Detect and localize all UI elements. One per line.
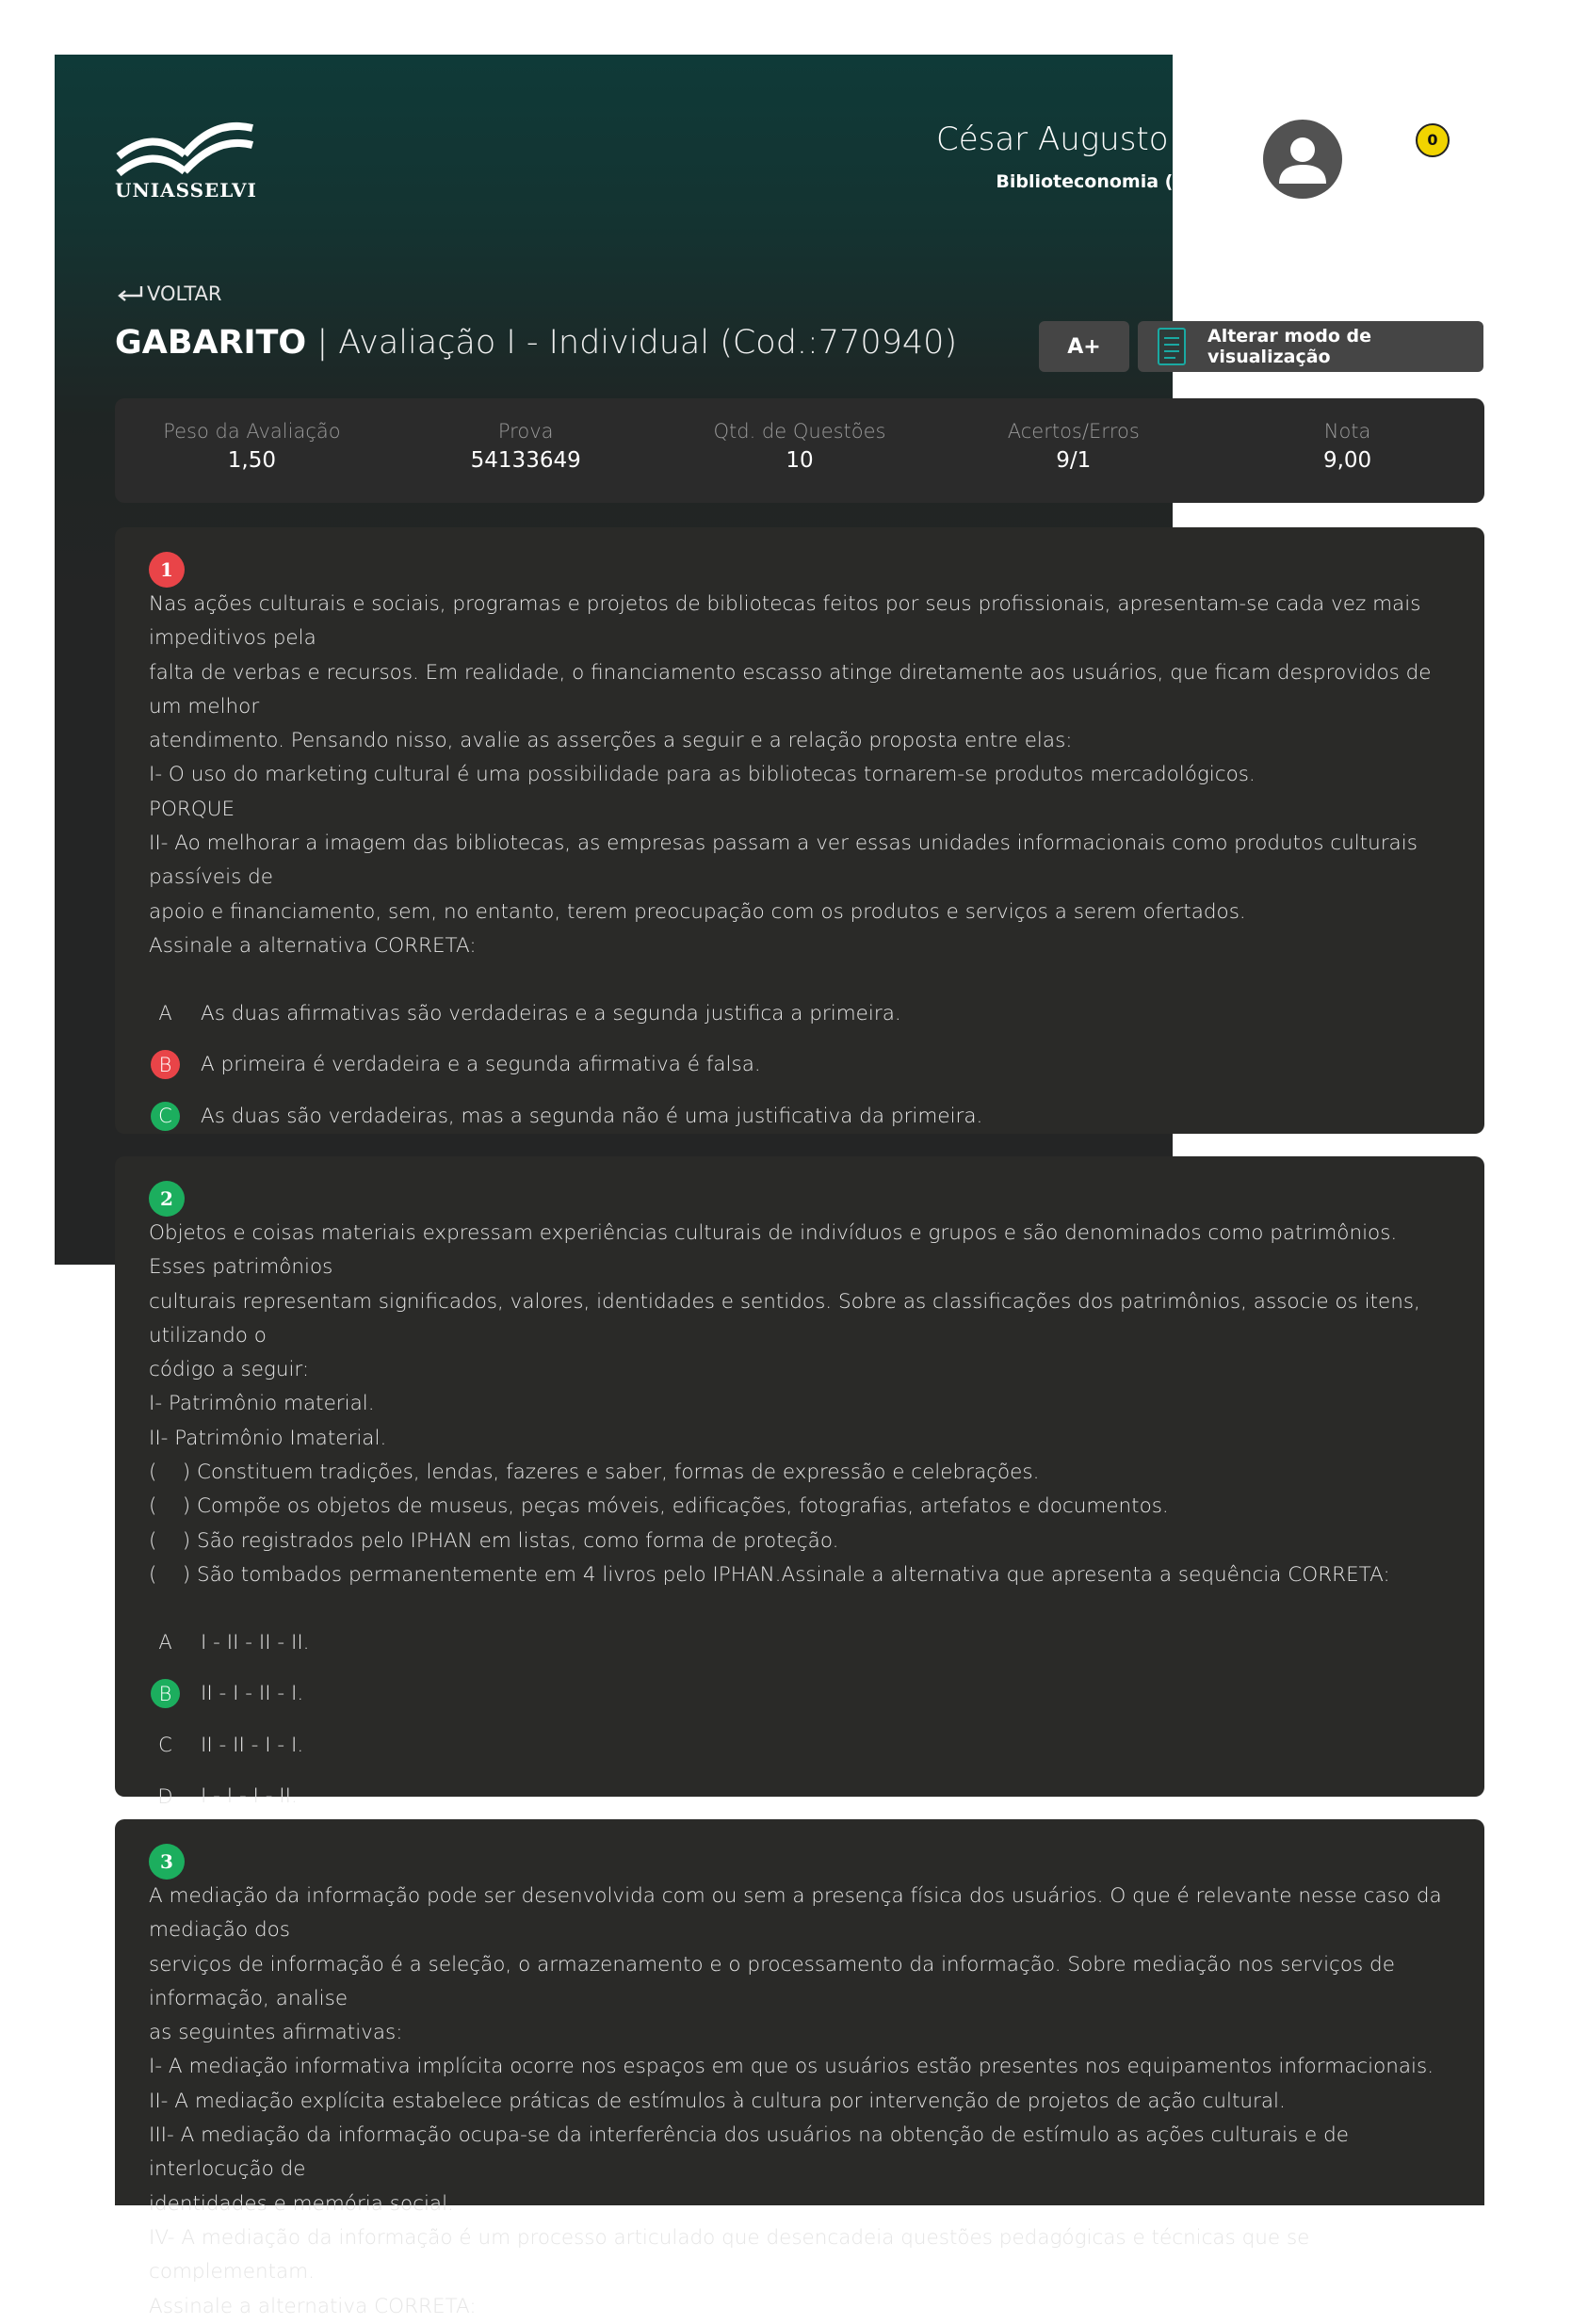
- return-arrow-icon: [115, 283, 143, 304]
- summary-value: 9,00: [1322, 448, 1372, 473]
- question-line: PORQUE: [149, 797, 235, 821]
- view-mode-label: Alterar modo de visualização: [1207, 326, 1371, 367]
- alternative-text: As duas afirmativas são verdadeiras e a segunda justifica a primeira.: [201, 1001, 901, 1025]
- question-card-1: [115, 527, 1484, 1134]
- question-line: IV- A mediação da informação é um processo articulado que desencadeia questões pedagógicas e técnicas que se complementam.: [149, 2225, 1310, 2284]
- user-icon: [1263, 120, 1342, 199]
- question-line: II- Patrimônio Imaterial.: [149, 1426, 387, 1450]
- alternative-letter: A: [158, 1002, 172, 1025]
- alternative-letter-correct: B: [151, 1679, 180, 1708]
- summary-value: 1,50: [227, 448, 276, 473]
- title-exam: | Avaliação I - Individual (Cod.:770940): [306, 324, 958, 362]
- increase-font-button[interactable]: A+: [1039, 321, 1129, 372]
- alternative-letter-correct: C: [151, 1102, 180, 1131]
- alternative-text: A primeira é verdadeira e a segunda afirmativa é falsa.: [201, 1053, 761, 1077]
- summary-value: 10: [786, 448, 814, 473]
- summary-label: Prova: [497, 420, 554, 443]
- summary-label: Qtd. de Questões: [713, 420, 886, 443]
- question-line: ( ) São tombados permanentemente em 4 livros pelo IPHAN.Assinale a alternativa que apresenta a sequência CORRETA:: [149, 1562, 1390, 1587]
- title-gabarito: GABARITO: [115, 324, 307, 362]
- avatar[interactable]: [1263, 120, 1342, 199]
- notification-badge[interactable]: 0: [1416, 123, 1450, 157]
- question-text: [149, 1217, 1450, 1592]
- question-line: apoio e financiamento, sem, no entanto, terem preocupação com os produtos e serviços a serem ofertados.: [149, 899, 1246, 924]
- alternative-text: I - II - II - II.: [201, 1630, 310, 1654]
- alternatives-list: [149, 1617, 1450, 1822]
- back-link[interactable]: [115, 282, 222, 305]
- summary-exam: [389, 398, 663, 503]
- alternative-d[interactable]: [149, 1770, 1450, 1821]
- alternative-letter: C: [158, 1734, 172, 1757]
- question-line: ( ) Compõe os objetos de museus, peças móveis, edificações, fotografias, artefatos e documentos.: [149, 1494, 1169, 1519]
- alternative-c[interactable]: [149, 1719, 1450, 1770]
- logo-text: UNIASSELVI: [115, 179, 257, 202]
- question-line: ( ) Constituem tradições, lendas, fazeres e saber, formas de expressão e celebrações.: [149, 1461, 1040, 1485]
- alternative-b[interactable]: [149, 1669, 1450, 1719]
- question-line: Assinale a alternativa CORRETA:: [149, 2294, 477, 2318]
- alternative-text: As duas são verdadeiras, mas a segunda não é uma justificativa da primeira.: [201, 1104, 983, 1128]
- alternative-text: I - I - I - II.: [201, 1784, 298, 1809]
- summary-value: 54133649: [470, 448, 581, 473]
- summary-label: Peso da Avaliação: [163, 420, 341, 443]
- question-line: as seguintes afirmativas:: [149, 2021, 403, 2045]
- alternative-letter: D: [157, 1784, 173, 1808]
- question-line: I- A mediação informativa implícita ocorre nos espaços em que os usuários estão presentes nos equipamentos informacionais.: [149, 2055, 1434, 2079]
- question-line: ( ) São registrados pelo IPHAN em listas, como forma de proteção.: [149, 1528, 839, 1553]
- question-number-wrong: 1: [149, 552, 185, 588]
- question-line: A mediação da informação pode ser desenvolvida com ou sem a presença física dos usuários. O que é relevante nesse caso da mediação dos: [149, 1884, 1442, 1943]
- question-line: Objetos e coisas materiais expressam experiências culturais de indivíduos e grupos e são denominados como patrimônios. Esses patrimônios: [149, 1221, 1398, 1280]
- summary-weight: [115, 398, 389, 503]
- question-line: I- Patrimônio material.: [149, 1392, 375, 1416]
- view-mode-button[interactable]: [1138, 321, 1483, 372]
- question-line: I- O uso do marketing cultural é uma possibilidade para as bibliotecas tornarem-se produtos mercadológicos.: [149, 763, 1256, 787]
- alternative-letter: A: [158, 1631, 172, 1654]
- summary-label: Acertos/Erros: [1007, 420, 1140, 443]
- back-label: VOLTAR: [147, 282, 222, 305]
- question-card-2: [115, 1156, 1484, 1809]
- user-info: [829, 113, 1210, 207]
- summary-label: Nota: [1323, 420, 1371, 443]
- page-title: [115, 324, 957, 362]
- summary-value: 9/1: [1056, 448, 1092, 473]
- question-card-3: [115, 1819, 1484, 2318]
- alternative-a[interactable]: [149, 988, 1450, 1039]
- question-line: II- A mediação explícita estabelece práticas de estímulos à cultura por intervenção de projetos de ação cultural.: [149, 2089, 1286, 2113]
- exam-summary: [115, 398, 1484, 503]
- question-line: II- Ao melhorar a imagem das bibliotecas, as empresas passam a ver essas unidades informacionais como produtos culturais passíveis de: [149, 831, 1418, 890]
- alternative-text: II - I - II - I.: [201, 1682, 304, 1706]
- summary-grade: [1210, 398, 1484, 503]
- alternative-a[interactable]: [149, 1617, 1450, 1668]
- question-line: serviços de informação é a seleção, o armazenamento e o processamento da informação. Sobre mediação nos serviços de informação, analise: [149, 1952, 1395, 2010]
- question-text: [149, 1880, 1450, 2324]
- question-line: Assinale a alternativa CORRETA:: [149, 933, 477, 958]
- question-line: atendimento. Pensando nisso, avalie as asserções a seguir e a relação proposta entre elas:: [149, 729, 1073, 753]
- question-number-correct: 3: [149, 1844, 185, 1880]
- question-line: culturais representam significados, valores, identidades e sentidos. Sobre as classificações dos patrimônios, associe os itens, utilizando o: [149, 1289, 1420, 1348]
- question-line: Nas ações culturais e sociais, programas e projetos de bibliotecas feitos por seus profissionais, apresentam-se cada vez mais impeditivos pela: [149, 592, 1421, 651]
- question-line: falta de verbas e recursos. Em realidade, o financiamento escasso atinge diretamente aos usuários, que ficam desprovidos de um melhor: [149, 660, 1432, 718]
- question-line: identidades e memória social.: [149, 2191, 454, 2216]
- question-line: III- A mediação da informação ocupa-se da interferência dos usuários na obtenção de estímulo as ações culturais e de interlocução de: [149, 2123, 1349, 2182]
- question-line: código a seguir:: [149, 1358, 310, 1382]
- alternative-letter-wrong: B: [151, 1050, 180, 1079]
- user-name: César Augusto W: [935, 121, 1210, 158]
- alternative-c[interactable]: [149, 1090, 1450, 1141]
- alternative-b[interactable]: [149, 1040, 1450, 1090]
- document-icon: [1157, 327, 1187, 366]
- alternative-text: II - II - I - I.: [201, 1733, 304, 1757]
- question-text: [149, 588, 1450, 963]
- summary-question-count: [663, 398, 937, 503]
- question-number-correct: 2: [149, 1181, 185, 1217]
- user-course: Biblioteconomia (246: [996, 171, 1210, 192]
- summary-score-ratio: [936, 398, 1210, 503]
